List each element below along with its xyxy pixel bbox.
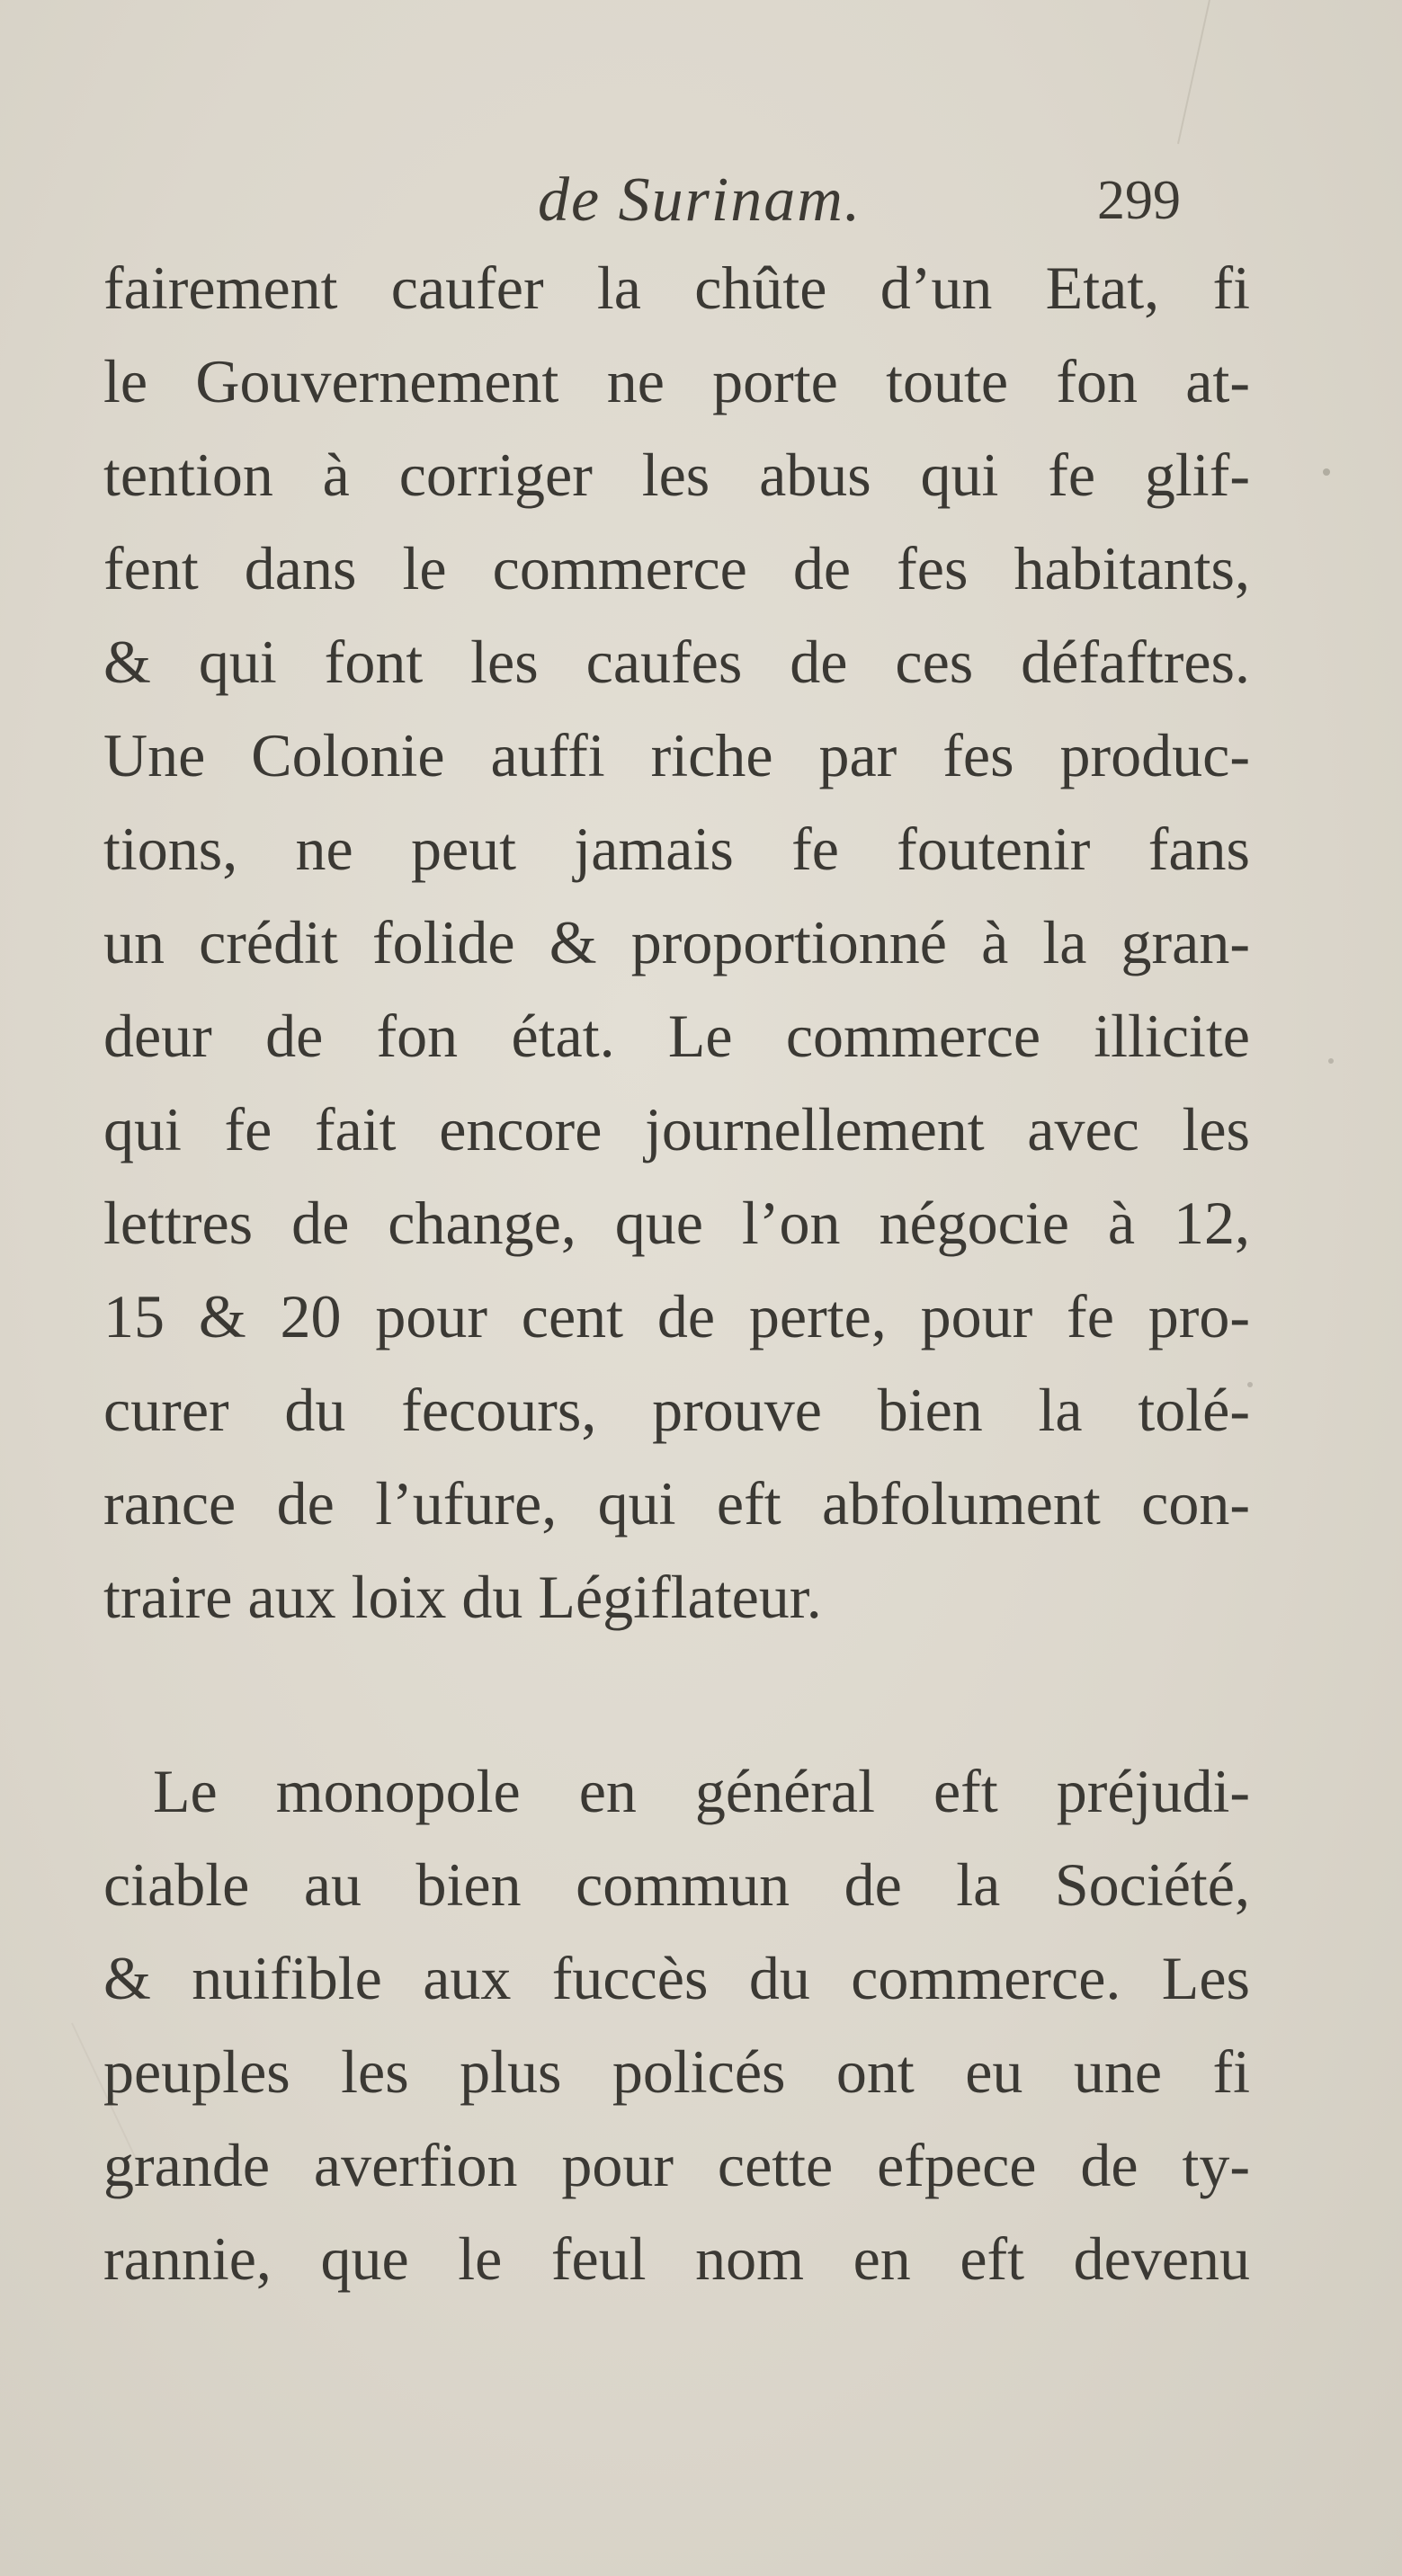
text-line: & nuifible aux fuccès du commerce. Les: [103, 1944, 1250, 2012]
text-line: Une Colonie auffi riche par fes produc-: [103, 721, 1250, 789]
body-text: [103, 241, 1250, 2305]
text-line: fairement caufer la chûte d’un Etat, fi: [103, 254, 1250, 322]
text-line: rannie, que le feul nom en eft devenu: [103, 2224, 1250, 2293]
page-number: 299: [1097, 170, 1181, 231]
text-line: curer du fecours, prouve bien la tolé-: [103, 1376, 1250, 1444]
text-line: deur de fon état. Le commerce illicite: [103, 1002, 1250, 1070]
running-head: de Surinam.: [538, 165, 862, 235]
text-line-last: traire aux loix du Légiflateur.: [103, 1563, 822, 1631]
paragraph-2: [103, 1744, 1250, 2305]
paragraph-break: [103, 1644, 1250, 1744]
text-line: tention à corriger les abus qui fe glif-: [103, 441, 1250, 509]
text-line: tions, ne peut jamais fe foutenir fans: [103, 815, 1250, 883]
text-line: fent dans le commerce de fes habitants,: [103, 534, 1250, 602]
text-line: ciable au bien commun de la Société,: [103, 1850, 1250, 1919]
text-line: rance de l’ufure, qui eft abfolument con-: [103, 1469, 1250, 1538]
text-line: & qui font les caufes de ces défaftres.: [103, 628, 1250, 696]
text-line: le Gouvernement ne porte toute fon at-: [103, 347, 1250, 415]
text-line: qui fe fait encore journellement avec les: [103, 1095, 1250, 1163]
paragraph-1: [103, 241, 1250, 1644]
text-line: peuples les plus policés ont eu une fi: [103, 2037, 1250, 2106]
text-line: lettres de change, que l’on négocie à 12,: [103, 1189, 1250, 1257]
text-line: 15 & 20 pour cent de perte, pour fe pro-: [103, 1282, 1250, 1350]
text-line: un crédit folide & proportionné à la gran-: [103, 908, 1250, 976]
page-header: [0, 160, 1402, 241]
text-line: Le monopole en général eft préjudi-: [153, 1757, 1250, 1825]
text-line: grande averfion pour cette efpece de ty-: [103, 2131, 1250, 2199]
